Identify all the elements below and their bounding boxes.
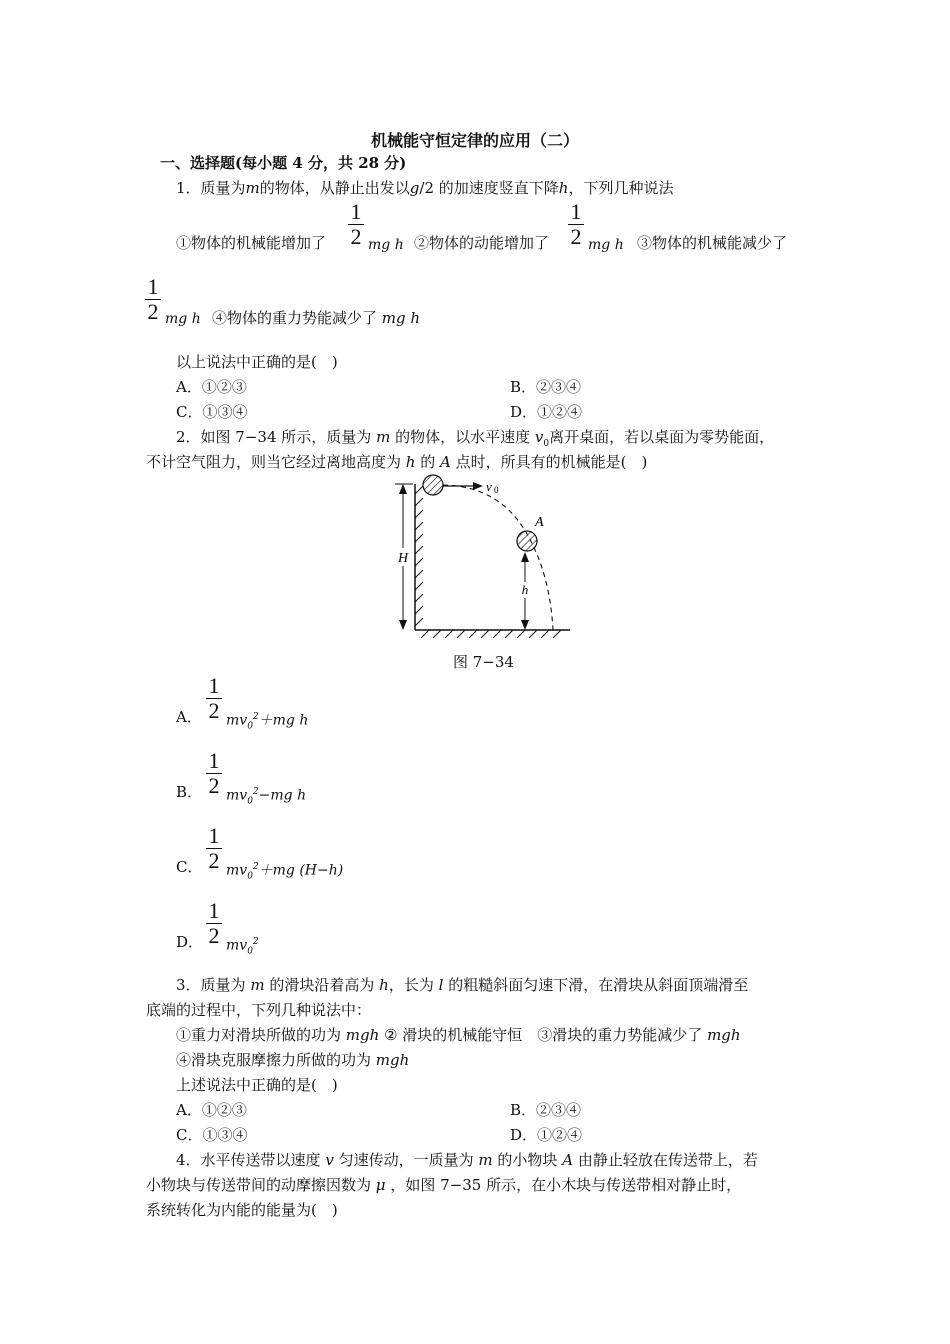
option-c: C．①③④ bbox=[176, 403, 248, 421]
fraction-half: 1 2 bbox=[142, 275, 164, 324]
trajectory-curve bbox=[443, 485, 553, 630]
ball-A bbox=[517, 531, 537, 551]
q2-option-c-expr: $mv_0^2+mg$ (H−h) bbox=[226, 862, 344, 882]
label-v0-sub: 0 bbox=[494, 485, 499, 495]
q4-stem-line2: 小物块与传送带间的动摩擦因数为 μ ，如图 7−35 所示，在小木块与传送带相对静止时， bbox=[146, 1176, 742, 1194]
q2-option-a-label: A． bbox=[176, 708, 202, 726]
q2-option-b-label: B． bbox=[176, 783, 203, 801]
q4-stem-line3: 系统转化为内能的能量为( ) bbox=[146, 1201, 338, 1219]
option-d: D．①②④ bbox=[510, 403, 583, 421]
option-b: B．②③④ bbox=[510, 378, 582, 396]
label-A: A bbox=[535, 515, 544, 530]
q2-stem-line2: 不计空气阻力，则当它经过离地高度为 h 的 A 点时，所具有的机械能是( ) bbox=[146, 453, 648, 471]
option-a: A．①②③ bbox=[176, 378, 247, 396]
q2-option-b-expr: $mv_0^2-mg$ h bbox=[226, 787, 307, 807]
q3-stem-line1: 3．质量为 m 的滑块沿着高为 h，长为 l 的粗糙斜面匀速下滑，在滑块从斜面顶端滑至 bbox=[176, 976, 749, 994]
page-title: 机械能守恒定律的应用（二） bbox=[370, 131, 579, 150]
q1-statement-3: ③物体的机械能减少了 bbox=[637, 234, 788, 252]
fraction-half: 1 2 bbox=[203, 674, 225, 723]
option-a: A．①②③ bbox=[176, 1101, 247, 1119]
ball-start bbox=[423, 475, 443, 495]
mgh-term: mg h bbox=[165, 311, 201, 327]
q4-stem-line1: 4．水平传送带以速度 v 匀速传动，一质量为 m 的小物块 A 由静止轻放在传送带上，若 bbox=[176, 1151, 758, 1169]
option-b: B．②③④ bbox=[510, 1101, 582, 1119]
label-v0: v bbox=[486, 479, 492, 494]
figure-caption: 图 7−34 bbox=[453, 653, 514, 671]
fraction-half: 1 2 bbox=[203, 899, 225, 948]
label-h: h bbox=[521, 582, 529, 597]
q2-option-a-expr: $mv_0^2+mg$ h bbox=[226, 712, 309, 732]
q1-stem: 1．质量为m的物体，从静止出发以g/2 的加速度竖直下降h，下列几种说法 bbox=[176, 179, 674, 197]
label-H: H bbox=[397, 551, 409, 566]
option-d: D．①②④ bbox=[510, 1126, 583, 1144]
q1-statement-2: ②物体的动能增加了 bbox=[414, 234, 550, 252]
section-heading: 一、选择题(每小题 4 分，共 28 分) bbox=[160, 154, 407, 172]
mgh-term: mg h bbox=[368, 237, 404, 253]
q2-option-c-label: C． bbox=[176, 858, 203, 876]
q1-statement-4: ④物体的重力势能减少了 mg h bbox=[212, 309, 421, 327]
q1-question: 以上说法中正确的是( ) bbox=[176, 353, 338, 371]
fraction-half: 1 2 bbox=[565, 200, 587, 249]
fraction-half: 1 2 bbox=[203, 749, 225, 798]
mgh-term: mg h bbox=[588, 237, 624, 253]
q3-stem-line2: 底端的过程中，下列几种说法中： bbox=[146, 1001, 372, 1019]
q3-question: 上述说法中正确的是( ) bbox=[176, 1076, 338, 1094]
q3-statements-line: ①重力对滑块所做的功为 mgh ② 滑块的机械能守恒 ③滑块的重力势能减少了 mgh bbox=[176, 1026, 741, 1044]
ground-hatching bbox=[421, 630, 561, 638]
q1-statement-1: ①物体的机械能增加了 bbox=[176, 234, 327, 252]
q2-option-d-expr: $mv_0^2$ bbox=[226, 937, 259, 957]
option-c: C．①③④ bbox=[176, 1126, 248, 1144]
projectile-diagram bbox=[385, 472, 580, 642]
wall-hatching bbox=[415, 486, 423, 626]
q2-stem-line1: 2．如图 7−34 所示，质量为 m 的物体，以水平速度 $v_0$离开桌面，若以桌面为零势能面， bbox=[176, 428, 775, 449]
fraction-half: 1 2 bbox=[345, 200, 367, 249]
fraction-half: 1 2 bbox=[203, 824, 225, 873]
q2-option-d-label: D． bbox=[176, 933, 204, 951]
q3-statement-4: ④滑块克服摩擦力所做的功为 mgh bbox=[176, 1051, 410, 1069]
